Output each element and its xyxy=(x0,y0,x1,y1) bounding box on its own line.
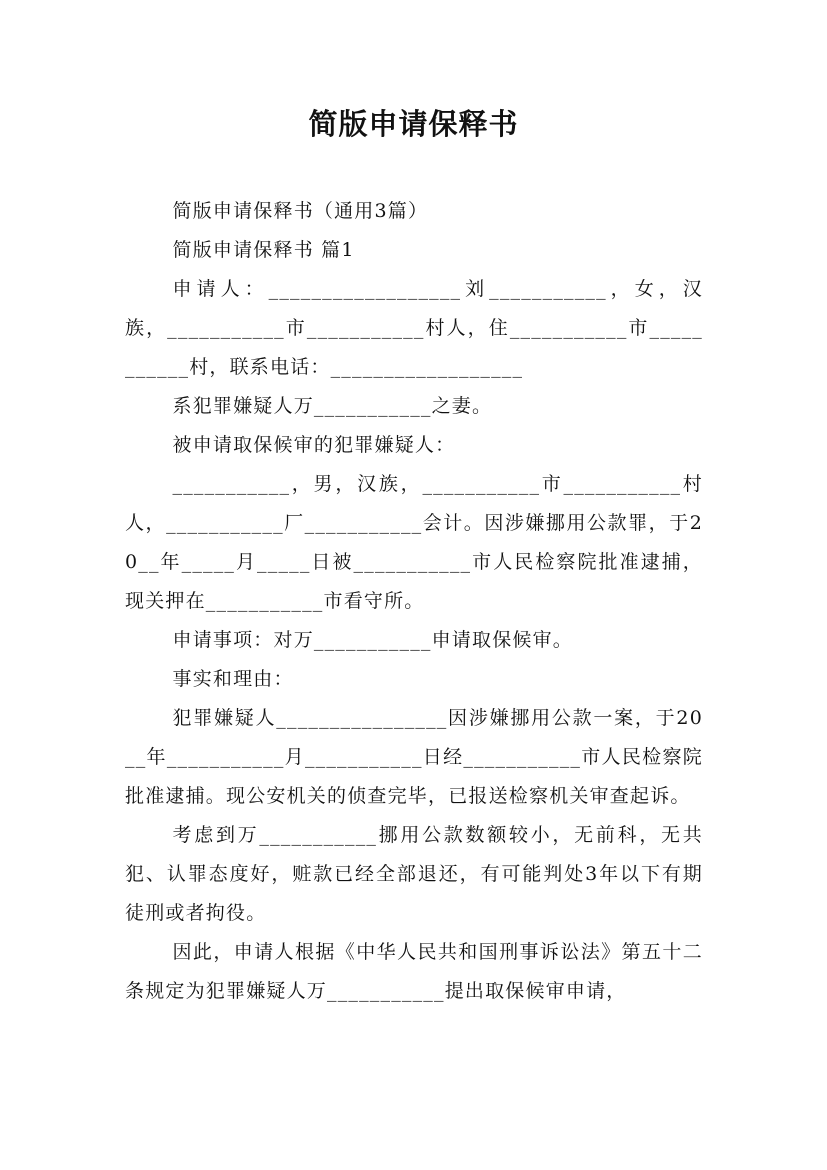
paragraph-section-heading: 简版申请保释书 篇1 xyxy=(172,239,355,261)
paragraph-applicant: 申请人：__________________刘___________，女，汉族，___________市___________村人，住___________市___________村，联系电话：__________________ xyxy=(125,278,703,378)
paragraph-considerations: 考虑到万___________挪用公款数额较小，无前科，无共犯、认罪态度好，赃款已经全部退还，有可能判处3年以下有期徒刑或者拘役。 xyxy=(125,824,703,924)
paragraph-facts: 犯罪嫌疑人________________因涉嫌挪用公款一案，于20__年___________月___________日经___________市人民检察院批准逮捕。现公安机关的侦查完毕，已报送检察机关审查起诉。 xyxy=(125,707,703,807)
document-title: 简版申请保释书 xyxy=(308,107,519,141)
paragraph-suspect-details: ___________，男，汉族，___________市___________村人，___________厂___________会计。因涉嫌挪用公款罪，于20__年_____月_____日被___________市人民检察院批准逮捕，现关押在___________市看守所。 xyxy=(125,473,703,612)
paragraph-relationship: 系犯罪嫌疑人万___________之妻。 xyxy=(172,395,493,417)
paragraph-conclusion: 因此，申请人根据《中华人民共和国刑事诉讼法》第五十二条规定为犯罪嫌疑人万___________提出取保候审申请， xyxy=(125,941,703,1002)
paragraph-request: 申请事项：对万___________申请取保候审。 xyxy=(172,629,574,651)
paragraph-subtitle: 简版申请保释书（通用3篇） xyxy=(172,200,429,222)
paragraph-suspect-heading: 被申请取保候审的犯罪嫌疑人： xyxy=(172,434,456,456)
document-body xyxy=(125,192,703,1011)
paragraph-facts-heading: 事实和理由： xyxy=(172,668,294,690)
